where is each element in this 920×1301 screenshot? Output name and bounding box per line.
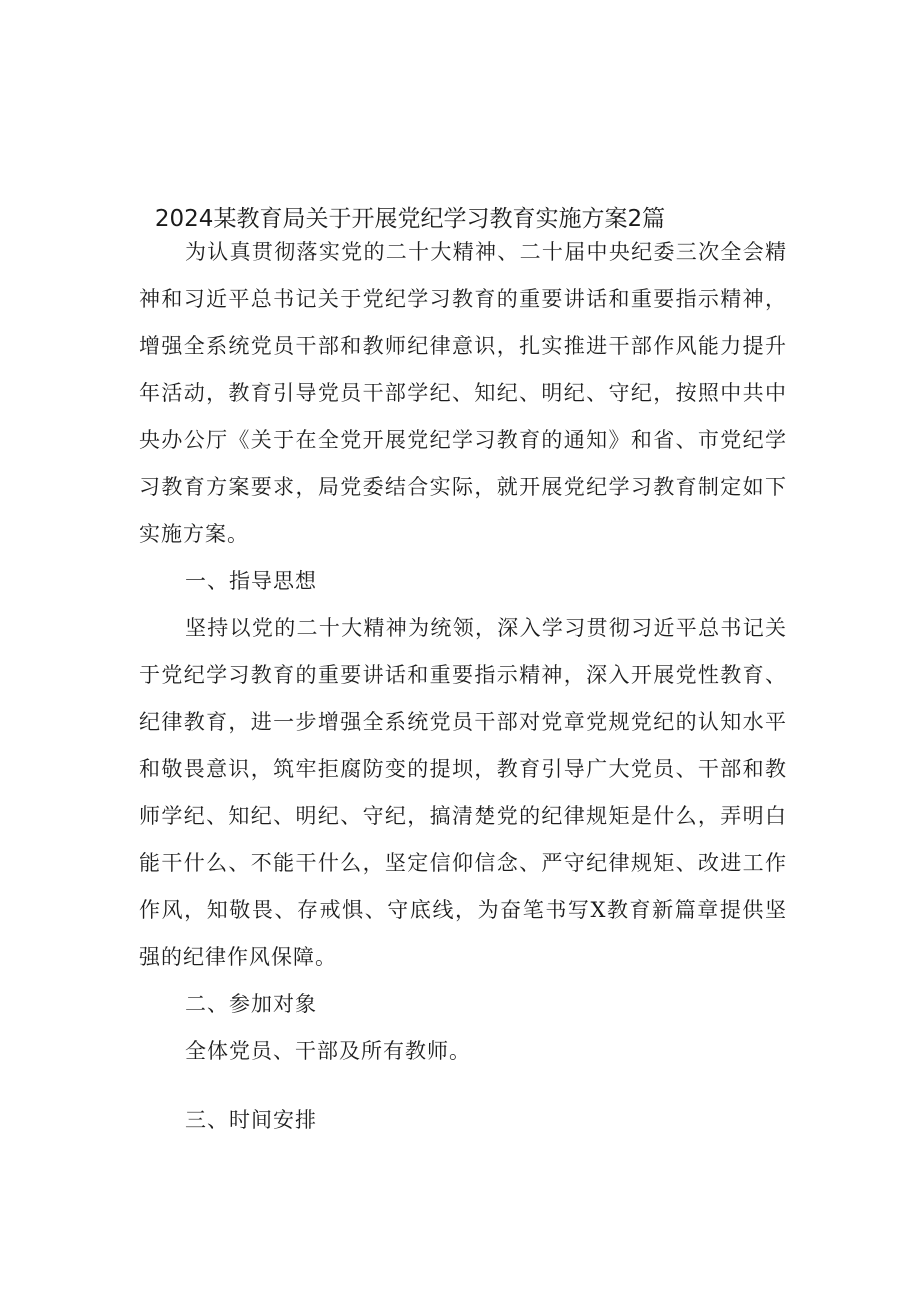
document-title: 2024某教育局关于开展党纪学习教育实施方案2篇 [154,206,666,232]
document-body [139,229,787,1144]
paragraph-gap [139,1075,787,1097]
intro-paragraph: 为认真贯彻落实党的二十大精神、二十届中央纪委三次全会精神和习近平总书记关于党纪学习教育的重要讲话和重要指示精神，增强全系统党员干部和教师纪律意识，扎实推进干部作风能力提升年活动，教育引导党员干部学纪、知纪、明纪、守纪，按照中共中央办公厅《关于在全党开展党纪学习教育的通知》和省、市党纪学习教育方案要求，局党委结合实际，就开展党纪学习教育制定如下实施方案。 [139,240,787,546]
section-heading-participants: 二、参加对象 [185,992,317,1016]
section-body-participants: 全体党员、干部及所有教师。 [185,1039,471,1063]
section-heading-schedule: 三、时间安排 [185,1108,317,1132]
section-body-guiding-ideology: 坚持以党的二十大精神为统领，深入学习贯彻习近平总书记关于党纪学习教育的重要讲话和重要指示精神，深入开展党性教育、纪律教育，进一步增强全系统党员干部对党章党规党纪的认知水平和敬畏意识，筑牢拒腐防变的提坝，教育引导广大党员、干部和教师学纪、知纪、明纪、守纪，搞清楚党的纪律规矩是什么，弄明白能干什么、不能干什么，坚定信仰信念、严守纪律规矩、改进工作作风，知敬畏、存戒惧、守底线，为奋笔书写X教育新篇章提供坚强的纪律作风保障。 [139,616,787,969]
section-heading-guiding-ideology: 一、指导思想 [185,569,317,593]
